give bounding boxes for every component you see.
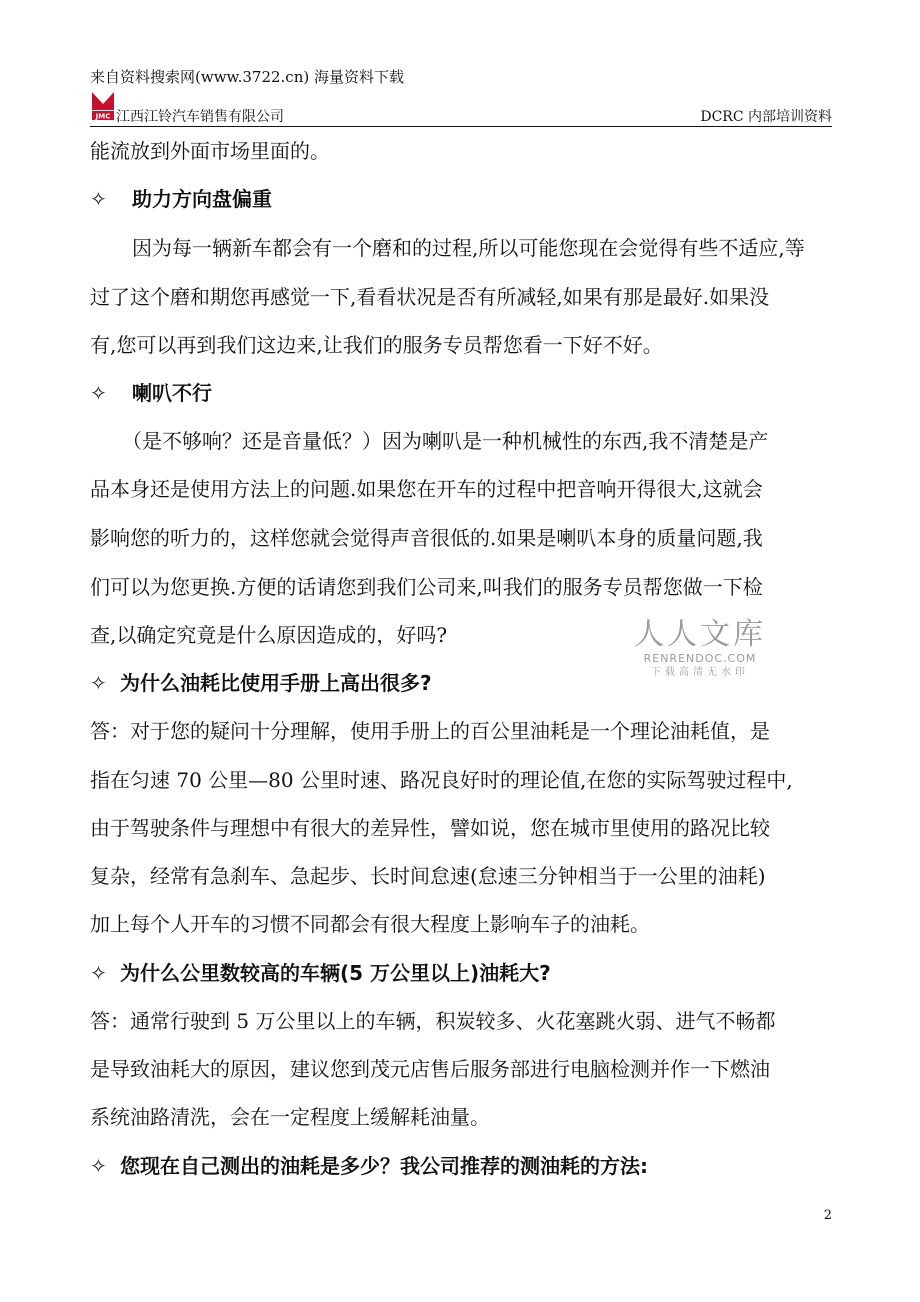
paragraph-line: 过了这个磨和期您再感觉一下,看看状况是否有所减轻,如果有那是最好.如果没 xyxy=(90,285,770,309)
page-number: 2 xyxy=(823,1208,832,1223)
paragraph-line: 由于驾驶条件与理想中有很大的差异性，譬如说，您在城市里使用的路况比较 xyxy=(90,816,770,840)
paragraph-line: 有,您可以再到我们这边来,让我们的服务专员帮您看一下好不好。 xyxy=(90,333,663,357)
jmc-logo-icon xyxy=(90,90,116,122)
internal-label: DCRC 内部培训资料 xyxy=(700,109,832,125)
section-heading xyxy=(90,1153,648,1179)
diamond-bullet-icon: ✧ xyxy=(90,187,107,211)
diamond-bullet-icon: ✧ xyxy=(90,961,107,985)
watermark-title: 人人文库 xyxy=(634,617,766,652)
section-heading xyxy=(90,960,551,986)
section-title: 为什么公里数较高的车辆(5 万公里以上)油耗大? xyxy=(120,961,551,985)
paragraph-line: 系统油路清洗，会在一定程度上缓解耗油量。 xyxy=(90,1105,490,1129)
intro-line: 能流放到外面市场里面的。 xyxy=(90,139,330,163)
section-heading xyxy=(90,186,272,212)
paragraph-line: 复杂，经常有急刹车、急起步、长时间怠速(怠速三分钟相当于一公里的油耗) xyxy=(90,864,766,888)
logo-text: JMC xyxy=(95,112,111,121)
section-title: 助力方向盘偏重 xyxy=(132,187,272,211)
company-name: 江西江铃汽车销售有限公司 xyxy=(116,109,284,125)
paragraph-line: （是不够响？还是音量低？）因为喇叭是一种机械性的东西,我不清楚是产 xyxy=(122,429,769,453)
diamond-bullet-icon: ✧ xyxy=(90,381,107,405)
diamond-bullet-icon: ✧ xyxy=(90,1154,107,1178)
paragraph-line: 们可以为您更换.方便的话请您到我们公司来,叫我们的服务专员帮您做一下检 xyxy=(90,575,763,599)
section-title: 您现在自己测出的油耗是多少？我公司推荐的测油耗的方法: xyxy=(120,1154,648,1178)
paragraph-line: 查,以确定究竟是什么原因造成的，好吗? xyxy=(90,623,448,647)
paragraph-line: 因为每一辆新车都会有一个磨和的过程,所以可能您现在会觉得有些不适应,等 xyxy=(132,236,805,260)
header-divider xyxy=(90,126,832,127)
section-title: 为什么油耗比使用手册上高出很多? xyxy=(120,671,432,695)
paragraph-line: 答：对于您的疑问十分理解，使用手册上的百公里油耗是一个理论油耗值，是 xyxy=(90,719,770,743)
paragraph-line: 品本身还是使用方法上的问题.如果您在开车的过程中把音响开得很大,这就会 xyxy=(90,477,763,501)
watermark xyxy=(620,618,780,680)
watermark-domain: RENRENDOC.COM xyxy=(643,652,757,665)
diamond-bullet-icon: ✧ xyxy=(90,671,107,695)
source-line: 来自资料搜索网(www.3722.cn) 海量资料下载 xyxy=(90,68,404,86)
section-heading xyxy=(90,670,432,696)
paragraph-line: 答：通常行驶到 5 万公里以上的车辆，积炭较多、火花塞跳火弱、进气不畅都 xyxy=(90,1009,776,1033)
paragraph-line: 影响您的听力的，这样您就会觉得声音很低的.如果是喇叭本身的质量问题,我 xyxy=(90,526,763,550)
section-heading xyxy=(90,380,212,406)
watermark-tagline: 下载高清无水印 xyxy=(651,667,749,678)
section-title: 喇叭不行 xyxy=(132,381,212,405)
paragraph-line: 指在匀速 70 公里—80 公里时速、路况良好时的理论值,在您的实际驾驶过程中, xyxy=(90,768,793,792)
paragraph-line: 加上每个人开车的习惯不同都会有很大程度上影响车子的油耗。 xyxy=(90,912,650,936)
paragraph-line: 是导致油耗大的原因，建议您到茂元店售后服务部进行电脑检测并作一下燃油 xyxy=(90,1057,770,1081)
